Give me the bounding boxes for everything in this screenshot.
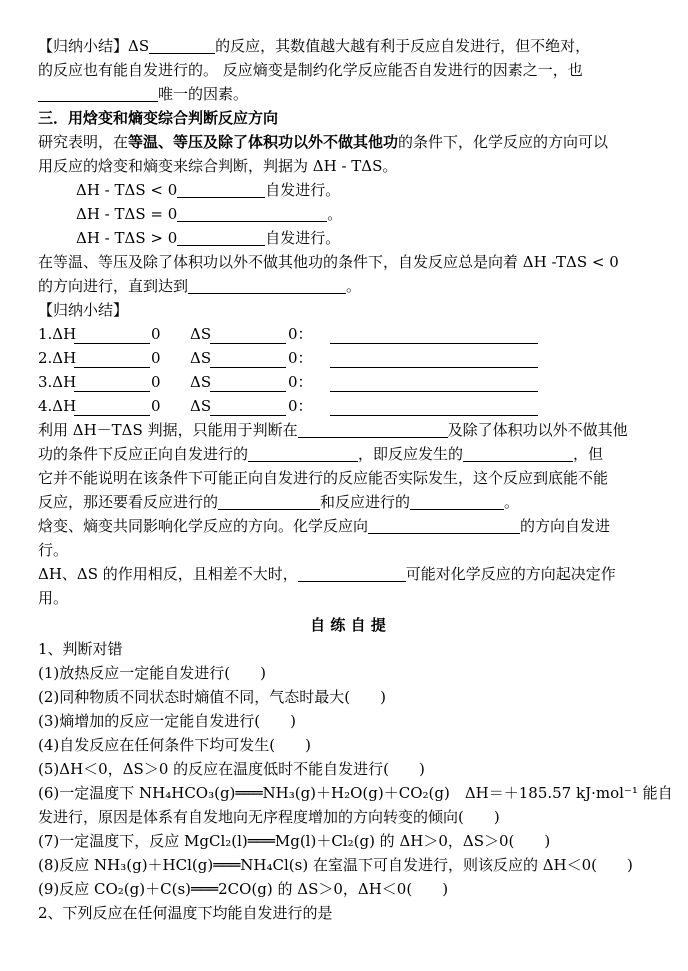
blank [248,444,358,462]
blank [38,84,158,102]
summary1-line1: 【归纳小结】ΔS 的反应，其数值越大越有利于反应自发进行，但不绝对， [38,37,591,55]
blank [330,398,538,416]
blank [218,492,320,510]
para-line-f: 行。 [38,541,69,559]
para-line-c: 它并不能说明在该条件下可能正向自发进行的反应能否实际发生，这个反应到底能不能 [38,469,609,487]
question-item: (1)放热反应一定能自发进行( ) [38,664,266,682]
blank [330,326,538,344]
criterion-1: ΔH - TΔS < 0 自发进行。 [76,181,341,199]
section3-p3: 在等温、等压及除了体积功以外不做其他功的条件下，自发反应总是向着 ΔH -TΔS < 0 [38,253,619,271]
summary1-line3: 唯一的因素。 [38,82,658,106]
blank [210,326,286,344]
question-item: (3)熵增加的反应一定能自发进行( ) [38,712,296,730]
para-line-a: 利用 ΔH－TΔS 判据，只能用于判断在 及除了体积功以外不做其他 [38,421,628,439]
para-line-h: 用。 [38,589,69,607]
section3-p4: 的方向进行，直到达到 。 [38,277,362,295]
blank [74,398,150,416]
summary2-title: 【归纳小结】 [38,301,129,319]
question-2: 2、下列反应在任何温度下均能自发进行的是 [38,904,333,922]
blank [210,398,286,416]
para-line-e: 焓变、熵变共同影响化学反应的方向。化学反应向 的方向自发进 [38,517,611,535]
blank [368,516,520,534]
blank [74,350,150,368]
practice-title: 自 练 自 提 [310,616,386,634]
blank [188,276,346,294]
question-item: (5)ΔH＜0，ΔS＞0 的反应在温度低时不能自发进行( ) [38,760,425,778]
blank [330,350,538,368]
section3-title: 三．用焓变和熵变综合判断反应方向 [38,109,279,127]
blank [177,228,265,246]
blank [410,492,504,510]
blank [210,350,286,368]
worksheet-page [38,34,673,925]
question-item: (4)自发反应在任何条件下均可发生( ) [38,736,311,754]
question-item: (2)同种物质不同状态时熵值不同，气态时最大( ) [38,688,386,706]
para-line-b: 功的条件下反应正向自发进行的 ，即反应发生的 ，但 [38,445,604,463]
section3-p2: 用反应的焓变和熵变来综合判断，判据为 ΔH - TΔS。 [38,157,398,175]
question-1: 1、判断对错 [38,640,123,658]
blank [177,204,327,222]
blank [298,420,448,438]
blank [463,444,573,462]
para-line-d: 反应，那还要看反应进行的 和反应进行的 。 [38,493,520,511]
blank [149,36,215,54]
blank [298,564,406,582]
question-item: (8)反应 NH₃(g)＋HCl(g)═══NH₄Cl(s) 在室温下可自发进行，则该反应的 ΔH＜0( ) [38,856,633,874]
section3-p1: 研究表明，在等温、等压及除了体积功以外不做其他功的条件下，化学反应的方向可以 [38,133,609,151]
criterion-2: ΔH - TΔS = 0 。 [76,205,343,223]
summary2-row: 1.ΔH 0 ΔS 0： [38,322,658,346]
question-item: (9)反应 CO₂(g)＋C(s)═══2CO(g) 的 ΔS＞0，ΔH＜0( ) [38,880,449,898]
criterion-3: ΔH - TΔS > 0 自发进行。 [76,229,341,247]
question-item: 发进行，原因是体系有自发地向无序程度增加的方向转变的倾向( ) [38,808,500,826]
blank [330,374,538,392]
question-item: (6)一定温度下 NH₄HCO₃(g)═══NH₃(g)＋H₂O(g)＋CO₂(g) ΔH＝＋185.57 kJ·mol⁻¹ 能自 [38,784,673,802]
summary2-row: 2.ΔH 0 ΔS 0： [38,346,658,370]
blank [177,180,265,198]
blank [210,374,286,392]
summary2-row: 3.ΔH 0 ΔS 0： [38,370,658,394]
summary1-line2: 的反应也有能自发进行的。 反应熵变是制约化学反应能否自发进行的因素之一，也 [38,61,583,79]
question-item: (7)一定温度下，反应 MgCl₂(l)═══Mg(l)＋Cl₂(g) 的 ΔH＞0，ΔS＞0( ) [38,832,551,850]
summary2-row: 4.ΔH 0 ΔS 0： [38,394,658,418]
para-line-g: ΔH、ΔS 的作用相反，且相差不大时， 可能对化学反应的方向起决定作 [38,565,616,583]
blank [74,374,150,392]
blank [74,326,150,344]
